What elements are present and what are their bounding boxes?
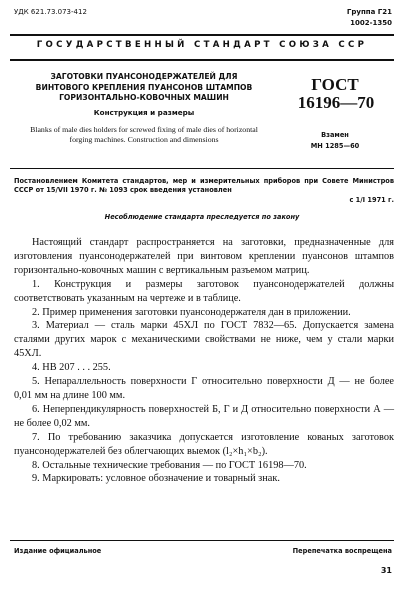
clause-6: 6. Неперпендикулярность поверхностей Б, Г и Д относительно поверхности А — не более 0,02 мм. xyxy=(14,403,394,429)
state-standard-banner: ГОСУДАРСТВЕННЫЙ СТАНДАРТ СОЮЗА ССР xyxy=(36,40,368,50)
official-edition-note: Издание официальное xyxy=(14,547,102,555)
classification-code: 1002-1350 xyxy=(350,19,392,27)
body-text xyxy=(14,236,394,486)
replaces-value: МН 1285—60 xyxy=(310,142,360,150)
title-rule xyxy=(10,168,394,169)
clause-8: 8. Остальные технические требования — по ГОСТ 16198—70. xyxy=(32,459,307,471)
replaces-label: Взамен xyxy=(321,131,349,139)
law-note: Несоблюдение стандарта преследуется по закону xyxy=(104,213,300,221)
clause-5: 5. Непараллельность поверхности Г относительно поверхности Д — не более 0,01 мм на длине 100 мм. xyxy=(14,376,394,401)
clause-2: 2. Пример применения заготовки пуансонодержателя дан в приложении. xyxy=(32,306,351,318)
top-rule xyxy=(10,34,394,36)
group-label: Группа Г21 xyxy=(346,8,392,16)
document-subtitle-ru: Конструкция и размеры xyxy=(93,108,195,117)
reprint-prohibited-note: Перепечатка воспрещена xyxy=(292,547,392,555)
clause-1: 1. Конструкция и размеры заготовок пуансонодержателей должны соответствовать указанным на чертеже и в таблице. xyxy=(14,278,394,304)
decree-effective-date: с 1/I 1971 г. xyxy=(349,196,394,204)
clause-4: 4. НВ 207 . . . 255. xyxy=(32,362,111,374)
footer-rule xyxy=(10,540,394,541)
page-number: 31 xyxy=(380,566,392,575)
clause-3: 3. Материал — сталь марки 45ХЛ по ГОСТ 7832—65. Допускается замена сталями других марок с механическими свойствами не ниже, чем у стали марки 45ХЛ. xyxy=(14,320,394,360)
gost-number: 16196—70 xyxy=(297,93,375,112)
intro-paragraph: Настоящий стандарт распространяется на заготовки, предназначенные для изготовления пуансонодержателей при винтовом креплении пуансонов штампов горизонтально-ковочных машин с вертикальным разъемом матриц. xyxy=(14,237,394,276)
udk-code: УДК 621.73.073-412 xyxy=(14,8,87,16)
document-title-ru: ЗАГОТОВКИ ПУАНСОНОДЕРЖАТЕЛЕЙ ДЛЯ ВИНТОВОГО КРЕПЛЕНИЯ ПУАНСОНОВ ШТАМПОВ ГОРИЗОНТАЛЬНО-КОВОЧНЫХ МАШИН xyxy=(35,72,253,103)
gost-label: ГОСТ xyxy=(311,75,359,94)
group-block xyxy=(347,7,392,29)
decree-text: Постановлением Комитета стандартов, мер и измерительных приборов при Совете Министров СССР от 15/VII 1970 г. № 1093 срок введения установлен xyxy=(14,177,394,195)
banner-rule xyxy=(10,59,394,61)
clause-7: 7. По требованию заказчика допускается изготовление кованых заготовок пуансонодержателей без облегчающих выемок (l₂×h₁×b₂). xyxy=(14,431,394,457)
document-title-en: Blanks of male dies holders for screwed fixing of male dies of horizontal forging machines. Construction and dimensions xyxy=(30,125,258,144)
clause-9: 9. Маркировать: условное обозначение и товарный знак. xyxy=(32,473,280,485)
